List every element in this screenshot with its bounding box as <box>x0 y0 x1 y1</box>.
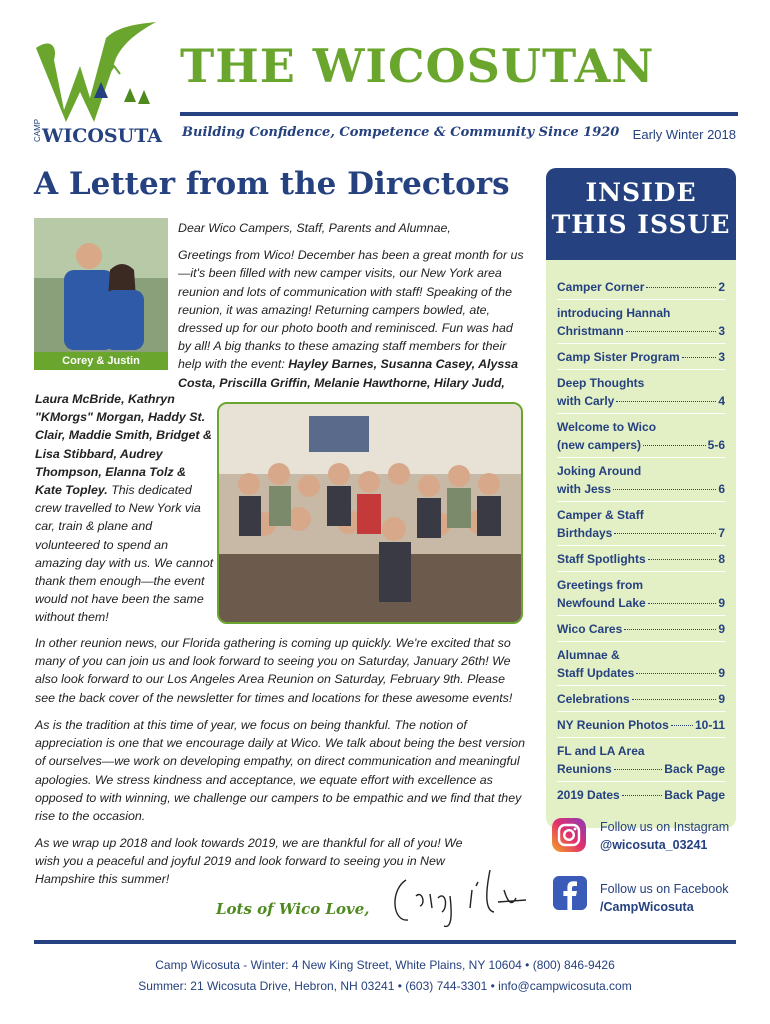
toc-item-title: Staff Updates <box>557 666 635 680</box>
toc-item-row <box>557 550 725 568</box>
facebook-label: Follow us on Facebook <box>600 882 729 896</box>
instagram-icon[interactable] <box>552 818 586 852</box>
issue-date: Early Winter 2018 <box>632 127 736 142</box>
toc-item-title: with Carly <box>557 394 615 408</box>
toc-leader-dots <box>648 559 717 560</box>
toc-item[interactable] <box>557 457 725 501</box>
toc-item-row <box>557 716 725 734</box>
toc-leader-dots <box>636 673 716 674</box>
sidebar-title-line1: INSIDE <box>585 178 697 207</box>
signoff: Lots of Wico Love, <box>216 900 370 918</box>
camp-logo <box>28 18 168 148</box>
toc-item-page: 6 <box>718 482 725 496</box>
toc-item-title: with Jess <box>557 482 612 496</box>
reunion-group-photo <box>217 402 523 624</box>
toc-item-page: 3 <box>718 324 725 338</box>
toc-item-page: 10-11 <box>694 718 725 732</box>
toc-item-page: Back Page <box>664 788 725 802</box>
toc-leader-dots <box>643 445 706 446</box>
directors-signature <box>386 860 536 930</box>
toc-item-row <box>557 278 725 296</box>
toc-item-row <box>557 786 725 804</box>
toc-item-line1: introducing Hannah <box>557 306 671 320</box>
toc-item-row <box>557 760 725 778</box>
toc-leader-dots <box>614 533 716 534</box>
toc-item[interactable] <box>557 501 725 545</box>
toc-item-page: 9 <box>718 622 725 636</box>
toc-item-title: Birthdays <box>557 526 613 540</box>
toc-leader-dots <box>671 725 693 726</box>
logo-camp-text: CAMP <box>33 118 42 142</box>
footer-rule <box>34 940 736 944</box>
toc-leader-dots <box>616 401 716 402</box>
toc-item[interactable] <box>557 615 725 641</box>
toc-item-line1: Alumnae & <box>557 648 620 662</box>
toc-item-title: 2019 Dates <box>557 788 620 802</box>
footer-winter-address: Camp Wicosuta - Winter: 4 New King Street, White Plains, NY 10604 • (800) 846-9426 <box>155 958 615 972</box>
masthead-rule <box>180 112 738 116</box>
portrait-caption: Corey & Justin <box>34 352 168 370</box>
toc-item[interactable] <box>557 685 725 711</box>
toc-leader-dots <box>646 287 716 288</box>
toc-item-title: Camp Sister Program <box>557 350 680 364</box>
staff-names-a: Hayley Barnes, Susanna Casey, Alyssa Costa, Priscilla Griffin, Melanie Hawthorne, Hilary Judd, <box>178 357 519 390</box>
toc-item-row <box>557 480 725 498</box>
toc-item-row <box>557 524 725 542</box>
toc-item-row <box>557 620 725 638</box>
toc-item-title: Camper Corner <box>557 280 645 294</box>
staff-list-column <box>35 390 215 627</box>
toc-leader-dots <box>648 603 717 604</box>
paragraph-2: In other reunion news, our Florida gathering is coming up quickly. We're excited that so many of you can join us and look forward to seeing you on Saturday, January 26th! We also look forward to our Los Angeles Area Reunion on Saturday, February 9th. Please see the back cover of the newsletter for times and locations for these awesome events! <box>35 636 513 705</box>
toc-item-page: 3 <box>718 350 725 364</box>
toc-item-title: Newfound Lake <box>557 596 646 610</box>
toc-leader-dots <box>632 699 717 700</box>
toc-item-row <box>557 664 725 682</box>
toc-item-page: Back Page <box>664 762 725 776</box>
toc-item-page: 9 <box>718 692 725 706</box>
toc-item[interactable] <box>557 781 725 807</box>
article-headline: A Letter from the Directors <box>34 166 510 202</box>
toc-item-title: Reunions <box>557 762 612 776</box>
toc-item-title: NY Reunion Photos <box>557 718 669 732</box>
toc-item-line1: Camper & Staff <box>557 508 644 522</box>
staff-names-b: Laura McBride, Kathryn "KMorgs" Morgan, Haddy St. Clair, Maddie Smith, Bridget & Lisa Stibbard, Audrey Thompson, Elanna Tolz & Kate Topley. <box>35 392 212 498</box>
toc-item-title: (new campers) <box>557 438 642 452</box>
toc-item-line1: Greetings from <box>557 578 644 592</box>
toc-item-row <box>557 348 725 366</box>
toc-item[interactable] <box>557 545 725 571</box>
toc-item-page: 5-6 <box>707 438 725 452</box>
paragraph-1 <box>178 246 528 392</box>
toc-item-title: Celebrations <box>557 692 630 706</box>
toc-item-title: Staff Spotlights <box>557 552 646 566</box>
toc-item-page: 4 <box>718 394 725 408</box>
toc-item[interactable] <box>557 278 725 299</box>
newsletter-title: THE WICOSUTAN <box>180 39 655 93</box>
intro-text <box>178 219 528 401</box>
toc-item[interactable] <box>557 413 725 457</box>
toc-item-title: Wico Cares <box>557 622 623 636</box>
toc-item-row <box>557 392 725 410</box>
tagline: Building Confidence, Competence & Community Since 1920 <box>182 125 620 140</box>
toc-item-row <box>557 322 725 340</box>
toc-item-row <box>557 690 725 708</box>
facebook-icon[interactable] <box>553 876 587 910</box>
toc-item-page: 9 <box>718 596 725 610</box>
toc-item-page: 2 <box>718 280 725 294</box>
logo-name-text: WICOSUTA <box>42 125 163 147</box>
facebook-handle[interactable]: /CampWicosuta <box>600 900 694 914</box>
toc-item-page: 8 <box>718 552 725 566</box>
toc-item[interactable] <box>557 343 725 369</box>
paragraph-4: As we wrap up 2018 and look towards 2019, we are thankful for all of you! We wish you a peaceful and joyful 2019 and look forward to seeing you in New Hampshire this summer! <box>35 836 463 887</box>
toc-leader-dots <box>626 331 717 332</box>
toc-item-page: 9 <box>718 666 725 680</box>
footer-summer-address: Summer: 21 Wicosuta Drive, Hebron, NH 03241 • (603) 744-3301 • info@campwicosuta.com <box>138 979 632 993</box>
directors-photo <box>34 218 168 370</box>
paragraph-1-tail: This dedicated crew travelled to New York via car, train & plane and volunteered to spend an amazing day with us. We cannot thank them enough—the event would not have been the same without them! <box>35 483 214 625</box>
toc-item-page: 7 <box>718 526 725 540</box>
toc-item[interactable] <box>557 711 725 737</box>
toc-leader-dots <box>624 629 716 630</box>
salutation: Dear Wico Campers, Staff, Parents and Alumnae, <box>178 221 451 235</box>
toc-item-line1: Deep Thoughts <box>557 376 645 390</box>
toc-item-row <box>557 436 725 454</box>
toc-leader-dots <box>622 795 663 796</box>
instagram-label: Follow us on Instagram <box>600 820 730 834</box>
paragraph-1-lead: Greetings from Wico! December has been a great month for us—it's been filled with new camper visits, our New York area reunion and lots of communication with staff! Speaking of the reunion, it was amazing! Returning campers bowled, ate, dressed up for our photo booth and reminisced. Fun was had by all! A big thanks to these amazing staff members for their help with the event: <box>178 248 524 372</box>
paragraph-3: As is the tradition at this time of year, we focus on being thankful. The notion of appreciation is one that we encourage daily at Wico. We talk about being the best version of ourselves—we work on developing empathy, on direct communication and meaningful apologies. We stress kindness and acceptance, we equate effort with excellence as opposed to with winning, we challenge our campers to be empathic and we find that they rise to the occasion. <box>35 718 526 824</box>
toc-item[interactable] <box>557 369 725 413</box>
toc-leader-dots <box>682 357 717 358</box>
toc-leader-dots <box>614 769 663 770</box>
toc-item-title: Christmann <box>557 324 624 338</box>
toc-item-line1: Joking Around <box>557 464 642 478</box>
toc-item-row <box>557 594 725 612</box>
toc-item[interactable] <box>557 299 725 343</box>
table-of-contents <box>557 278 725 807</box>
toc-item[interactable] <box>557 641 725 685</box>
toc-item-line1: FL and LA Area <box>557 744 645 758</box>
instagram-handle[interactable]: @wicosuta_03241 <box>600 838 708 852</box>
sidebar-title-line2: THIS ISSUE <box>551 210 731 239</box>
toc-leader-dots <box>613 489 716 490</box>
toc-item[interactable] <box>557 737 725 781</box>
toc-item-line1: Welcome to Wico <box>557 420 657 434</box>
toc-item[interactable] <box>557 571 725 615</box>
